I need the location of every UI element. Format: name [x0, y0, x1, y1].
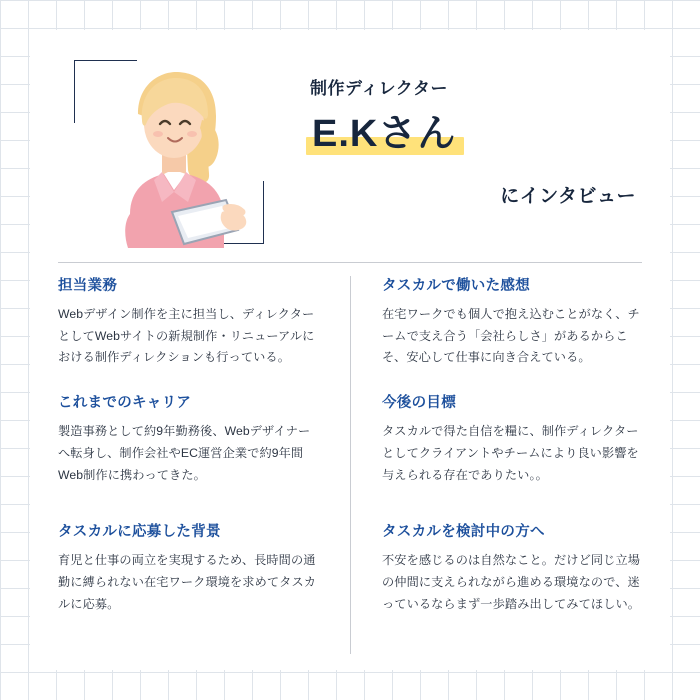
qa-block — [58, 391, 318, 486]
qa-question: これまでのキャリア — [58, 395, 192, 412]
qa-question: タスカルに応募した背景 — [58, 524, 221, 541]
qa-column-right — [350, 274, 670, 637]
qa-answer: 不安を感じるのは自然なこと。だけど同じ立場の仲間に支えられながら進める環境なので、迷っているならまず一歩踏み出してみてほしい。 — [382, 553, 641, 611]
role-label: 制作ディレクター — [310, 79, 448, 98]
interview-suffix: にインタビュー — [500, 185, 636, 207]
qa-column-left — [30, 274, 350, 637]
qa-answer: タスカルで得た自信を糧に、制作ディレクターとしてクライアントやチームにより良い影響を与えられる存在でありたい。。 — [382, 424, 639, 482]
qa-block — [58, 274, 318, 369]
qa-question: 担当業務 — [58, 278, 118, 294]
interview-card — [30, 30, 670, 670]
qa-answer: 育児と仕事の両立を実現するため、長時間の通勤に縛られない在宅ワーク環境を求めてタスカルに応募。 — [58, 553, 317, 611]
qa-block — [382, 274, 642, 369]
qa-answer: Webデザイン制作を主に担当し、ディレクターとしてWebサイトの新規制作・リニューアルにおける制作ディレクションも行っている。 — [58, 307, 315, 365]
headline-block — [286, 56, 642, 250]
qa-columns — [30, 274, 670, 637]
card-header — [30, 30, 670, 250]
name-highlight-wrap — [312, 113, 456, 157]
interviewee-name: E.Kさん — [312, 113, 457, 155]
qa-question: タスカルで働いた感想 — [382, 278, 530, 294]
qa-block — [382, 391, 642, 486]
portrait-illustration — [58, 56, 286, 246]
qa-question: タスカルを検討中の方へ — [382, 524, 545, 541]
woman-illustration-icon — [76, 62, 272, 248]
horizontal-divider — [58, 262, 642, 263]
qa-block — [58, 520, 318, 615]
qa-block — [382, 520, 642, 615]
qa-question: 今後の目標 — [382, 395, 456, 412]
qa-answer: 在宅ワークでも個人で抱え込むことがなく、チームで支え合う「会社らしさ」があるからこそ、安心して仕事に向き合えている。 — [382, 307, 640, 365]
qa-answer: 製造事務として約9年勤務後、Webデザイナーへ転身し、制作会社やEC運営企業で約9年間Web制作に携わってきた。 — [58, 424, 311, 482]
